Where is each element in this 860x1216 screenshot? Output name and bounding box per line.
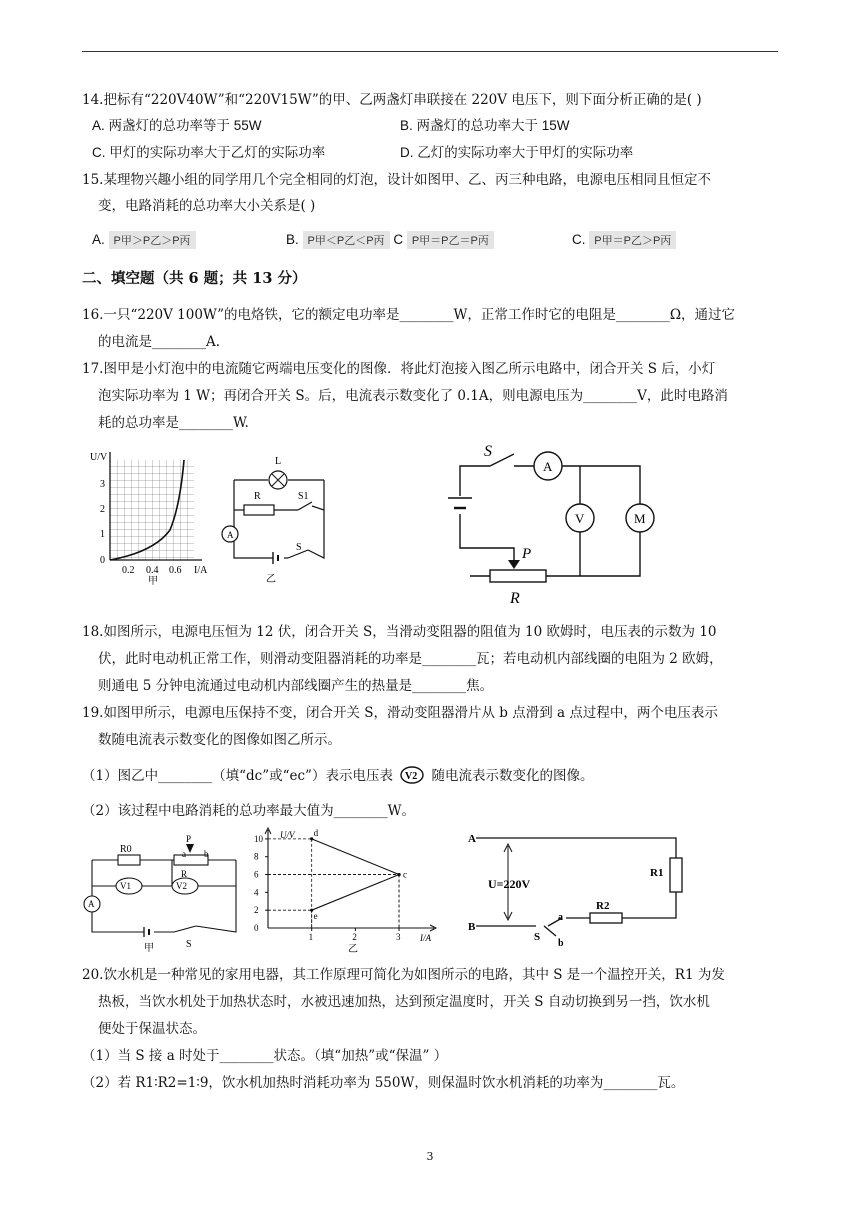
slider-arrow-icon [508,560,520,569]
switch-icon [174,926,196,932]
chart-point-label-e: e [313,911,318,922]
q15-option-c2 [572,231,676,249]
label-M: M [634,511,646,526]
chart-xtick-label: 1 [308,932,314,942]
chart-point-label-c: c [403,869,408,880]
label-S: S [484,443,492,460]
fig17-ytick: 0 [100,555,105,566]
chart-ytick-label: 8 [254,851,259,862]
fig20-circuit [462,828,690,950]
chart-series-ec [312,875,399,911]
label-R: R [510,590,520,607]
chart-ylabel: U/V [280,830,295,840]
fig17-ytick: 2 [100,504,105,515]
q15-stem-line1: 15.某理物兴趣小组的同学用几个完全相同的灯泡，设计如图甲、乙、丙三种电路，电源电压相同且恒定不 [82,172,711,188]
label-b: b [558,938,564,949]
fig19-circuit [78,832,240,954]
fig17-ytick: 1 [100,529,105,540]
label-S: S [296,542,302,553]
q18-line3: 则通电 5 分钟电流通过电动机内部线圈产生的热量是________焦。 [98,678,494,694]
q17-line2: 泡实际功率为 1 W；再闭合开关 S。后，电流表示数变化了 0.1A，则电源电压为________V，此时电路消 [98,388,728,404]
q19-part1 [82,764,594,784]
label-R2: R2 [596,900,610,912]
fig17-xtick: 0.4 [146,565,159,576]
q15-option-b-expr: P甲＜P乙＜P丙 [303,231,390,249]
chart-xtick-label: 3 [396,932,401,942]
chart-point [397,873,400,876]
chart-point-label-d: d [313,827,319,838]
chart-series-dc [312,839,399,875]
chart-ytick-label: 4 [254,887,259,898]
fig17-xtick: 0.6 [169,565,182,576]
q14-option-a: A. 两盏灯的总功率等于 55W [92,118,262,133]
label-B: B [468,921,476,933]
q20-part1: （1）当 S 接 a 时处于________状态。（填“加热”或“保温” ） [82,1048,448,1064]
chart-xtick-label: 2 [352,932,357,942]
section-heading-fill-in: 二、填空题（共 6 题；共 13 分） [82,270,307,287]
chart-ytick-label: 6 [254,869,259,880]
fig18-circuit [440,440,690,610]
q17-line3: 耗的总功率是________W. [98,415,249,431]
resistor-r2-icon [590,913,622,923]
q19-line2: 数随电流表示数变化的图像如图乙所示。 [98,732,341,748]
label-P: P [186,834,192,844]
resistor-r0-icon [118,855,140,865]
chart-ytick-label: 10 [254,833,263,844]
resistor-r1-icon [670,858,682,892]
voltmeter-v2-icon [399,766,425,784]
q15-option-c2-expr: P甲＝P乙＞P丙 [589,231,676,249]
q19-part1-text-a: （1）图乙中________（填“dc”或“ec”）表示电压表 [82,768,393,784]
q15-option-a [92,231,196,249]
label-V1: V1 [120,881,131,891]
q15-option-b [286,231,494,249]
q15-stem-line2: 变，电路消耗的总功率大小关系是( ) [98,198,316,214]
label-A: A [88,899,95,909]
chart-ytick-label: 0 [254,923,259,933]
q15-option-a-label: A. [92,232,105,247]
label-a: a [558,912,563,923]
label-A: A [543,459,553,474]
label-S1: S1 [298,491,309,502]
page-number: 3 [426,1150,434,1163]
chart-caption: 乙 [348,944,358,954]
fig17-circuit [218,446,334,586]
q16-line2: 的电流是________A. [98,334,221,350]
label-V2: V2 [176,881,187,891]
label-S: S [186,939,192,950]
fig17-circuit-caption: 乙 [266,574,276,585]
q15-option-c2-label: C. [572,232,586,247]
q14-option-d: D. 乙灯的实际功率大于甲灯的实际功率 [400,145,634,160]
resistor-icon [244,505,274,515]
q20-line2: 热板，当饮水机处于加热状态时，水被迅速加热，达到预定温度时，开关 S 自动切换到另一挡，饮水机 [98,994,710,1010]
label-P: P [522,546,532,562]
chart-ytick-label: 2 [254,905,259,916]
q18-line2: 伏，此时电动机正常工作，则滑动变阻器消耗的功率是________瓦；若电动机内部线圈的电阻为 2 欧姆， [98,651,723,667]
label-a: a [182,849,186,859]
fig17-ytick: 3 [100,479,105,490]
label-b: b [204,849,209,859]
q16-line1: 16.一只“220V 100W”的电烙铁，它的额定电功率是________W，正常工作时它的电阻是________Ω，通过它 [82,307,736,323]
label-V: V [575,511,585,526]
q20-line1: 20.饮水机是一种常见的家用电器，其工作原理可简化为如图所示的电路，其中 S 是一个温控开关，R1 为发 [82,967,725,983]
rheostat-icon [490,570,546,582]
label-R: R [254,491,261,502]
label-voltage: U=220V [488,877,531,891]
fig17-xlabel: I/A [194,565,208,576]
rheostat-icon [174,855,208,865]
chart-xlabel: I/A [420,933,431,943]
q17-line1: 17.图甲是小灯泡中的电流随它两端电压变化的图像．将此灯泡接入图乙所示电路中，闭合开关 S 后，小灯 [82,361,716,377]
slider-arrow-icon [186,844,194,853]
label-R0: R0 [120,844,132,855]
label-R1: R1 [650,867,664,879]
label-S: S [534,931,541,943]
q20-line3: 便处于保温状态。 [98,1021,206,1037]
fig17-graph [84,446,214,586]
fig17-xtick: 0.2 [122,565,135,576]
q15-option-c1-label: C [393,232,404,247]
q14-option-c: C. 甲灯的实际功率大于乙灯的实际功率 [92,145,326,160]
fig17-graph-caption: 甲 [148,576,158,586]
q19-line1: 19.如图甲所示，电源电压保持不变，闭合开关 S，滑动变阻器滑片从 b 点滑到 a 点过程中，两个电压表示 [82,705,718,721]
fig17-ylabel: U/V [90,452,108,463]
label-A: A [227,530,234,540]
q20-part2: （2）若 R1∶R2=1∶9，饮水机加热时消耗功率为 550W，则保温时饮水机消耗的功率为________瓦。 [82,1075,685,1091]
q19-part2: （2）该过程中电路消耗的总功率最大值为________W。 [82,803,415,819]
q14-stem: 14.把标有“220V40W”和“220V15W”的甲、乙两盏灯串联接在 220V 电压下，则下面分析正确的是( ) [82,92,702,108]
q15-option-b-label: B. [286,232,299,247]
fig19-graph [244,826,444,954]
fig19-circuit-caption: 甲 [144,943,154,954]
label-A: A [468,833,476,845]
label-R: R [181,869,188,879]
q15-option-a-expr: P甲＞P乙＞P丙 [109,231,196,249]
q14-option-b: B. 两盏灯的总功率大于 15W [400,118,570,133]
q18-line1: 18.如图所示，电源电压恒为 12 伏，闭合开关 S，当滑动变阻器的阻值为 10 欧姆时，电压表的示数为 10 [82,624,717,640]
switch-icon [490,454,514,466]
header-rule [82,51,778,52]
label-L: L [275,456,282,467]
q15-option-c1-expr: P甲＝P乙＝P丙 [407,231,494,249]
voltmeter-v2-label: V2 [405,771,418,782]
q19-part1-text-b: 随电流表示数变化的图像。 [431,768,594,784]
